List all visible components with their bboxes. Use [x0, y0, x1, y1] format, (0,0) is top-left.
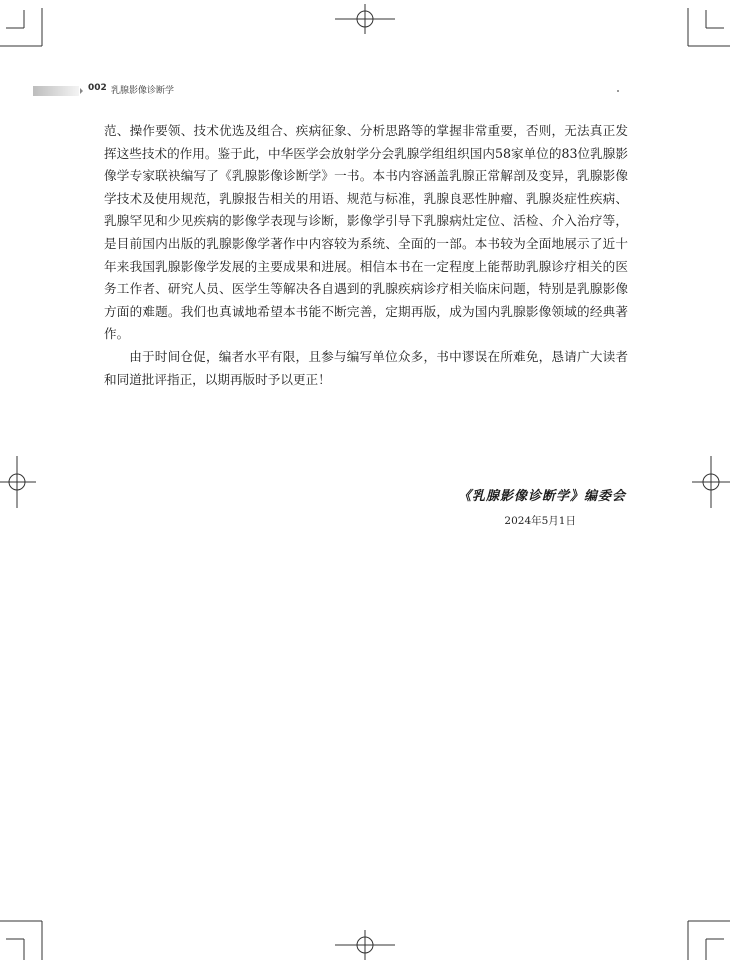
header-dot [617, 90, 619, 92]
paragraph-1: 范、操作要领、技术优选及组合、疾病征象、分析思路等的掌握非常重要，否则，无法真正发挥这些技术的作用。鉴于此，中华医学会放射学分会乳腺学组组织国内58家单位的83位乳腺影像学专家联袂编写了《乳腺影像诊断学》一书。本书内容涵盖乳腺正常解剖及变异，乳腺影像学技术及使用规范，乳腺报告相关的用语、规范与标准，乳腺良恶性肿瘤、乳腺炎症性疾病、乳腺罕见和少见疾病的影像学表现与诊断，影像学引导下乳腺病灶定位、活检、介入治疗等，是目前国内出版的乳腺影像学著作中内容较为系统、全面的一部。本书较为全面地展示了近十年来我国乳腺影像学发展的主要成果和进展。相信本书在一定程度上能帮助乳腺诊疗相关的医务工作者、研究人员、医学生等解决各自遇到的乳腺疾病诊疗相关临床问题，特别是乳腺影像方面的难题。我们也真诚地希望本书能不断完善，定期再版，成为国内乳腺影像领域的经典著作。 [104, 123, 628, 342]
preface-date: 2024年5月1日 [504, 515, 576, 527]
header-gradient-bar [33, 86, 79, 96]
page-number: 002 [88, 83, 107, 93]
editorial-committee-signature: 《乳腺影像诊断学》编委会 [457, 489, 626, 504]
preface-body [104, 120, 628, 391]
header-arrow-icon [80, 88, 83, 94]
paragraph-2: 由于时间仓促，编者水平有限，且参与编写单位众多，书中谬误在所难免，恳请广大读者和同道批评指正，以期再版时予以更正！ [104, 348, 628, 387]
running-header-title: 乳腺影像诊断学 [111, 86, 175, 96]
